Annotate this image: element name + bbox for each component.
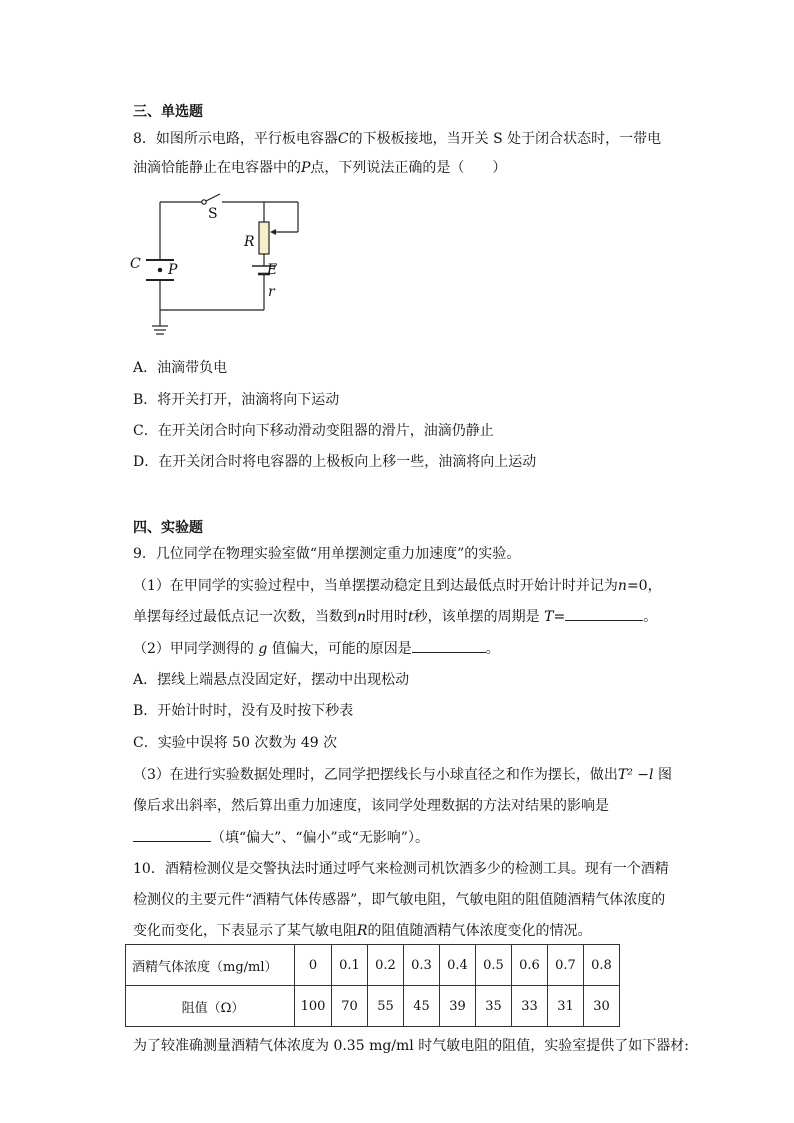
table-cell: 70 — [332, 986, 368, 1027]
table-cell: 39 — [440, 986, 476, 1027]
switch-contact — [202, 200, 206, 204]
table-cell: 0.3 — [404, 945, 440, 986]
table-cell: 0.2 — [368, 945, 404, 986]
label-R: R — [244, 234, 255, 250]
q8-stem-text: 点，下列说法正确的是（ ） — [310, 160, 507, 176]
q9-T2-l-symbol: T² −l — [617, 767, 654, 783]
q8-point-symbol: P — [301, 160, 311, 176]
q9-option-b: B．开始计时时，没有及时按下秒表 — [133, 703, 354, 719]
table-cell: 0.6 — [512, 945, 548, 986]
q9-text: （1）在甲同学的实验过程中，当单摆摆动稳定且到达最低点时开始计时并记为 — [133, 578, 618, 594]
rheostat-resistor — [259, 222, 269, 254]
label-S: S — [208, 206, 218, 222]
table-row-concentration — [126, 945, 620, 986]
q10-data-table — [125, 944, 620, 1027]
table-cell: 45 — [404, 986, 440, 1027]
q9-part3-line1 — [133, 765, 672, 785]
q10-line4: 为了较准确测量酒精气体浓度为 0.35 mg/ml 时气敏电阻的阻值，实验室提供了如下器材: — [133, 1038, 689, 1054]
q9-text: 秒，该单摆的周期是 — [413, 609, 540, 625]
table-cell: 0.8 — [584, 945, 620, 986]
q10-text: 变化而变化，下表显示了某气敏电阻 — [133, 923, 357, 939]
table-cell: 35 — [476, 986, 512, 1027]
table-cell: 30 — [584, 986, 620, 1027]
table-cell: 0 — [295, 945, 332, 986]
q10-line3 — [133, 921, 592, 941]
q9-g-symbol: g — [258, 641, 268, 657]
q9-n-symbol: n — [617, 578, 627, 594]
q9-text: = — [553, 609, 566, 625]
answer-blank-reason[interactable] — [412, 639, 486, 653]
q8-stem-line2 — [133, 158, 506, 178]
q8-option-a: A．油滴带负电 — [133, 360, 228, 376]
table-cell: 0.4 — [440, 945, 476, 986]
q9-text: 时用时 — [366, 609, 409, 625]
q9-part3-line2: 像后求出斜率，然后算出重力加速度，该同学处理数据的方法对结果的影响是 — [133, 798, 609, 814]
q9-text: 。 — [643, 609, 658, 625]
section-title-single-choice: 三、单选题 — [133, 104, 203, 120]
label-C: C — [130, 256, 141, 272]
q8-circuit-diagram — [128, 188, 308, 348]
table-cell: 0.7 — [548, 945, 584, 986]
q9-text: 单摆每经过最低点记一次数，当数到 — [133, 609, 357, 625]
q8-option-b: B．将开关打开，油滴将向下运动 — [133, 392, 340, 408]
oil-drop — [158, 268, 162, 272]
q9-T-symbol: T — [544, 609, 554, 625]
q9-text: =0， — [626, 578, 662, 594]
q9-part1-line1 — [133, 576, 662, 596]
label-r: r — [268, 284, 275, 300]
rheostat-slider-arrow — [270, 229, 276, 235]
q9-option-c: C．实验中误将 50 次数为 49 次 — [133, 735, 338, 751]
table-cell: 0.5 — [476, 945, 512, 986]
table-cell: 100 — [295, 986, 332, 1027]
q9-part1-line2 — [133, 607, 657, 627]
section-title-experiment: 四、实验题 — [133, 520, 203, 536]
q8-stem-text: 8．如图所示电路，平行板电容器 — [133, 131, 338, 147]
q9-n-symbol: n — [357, 609, 367, 625]
q10-line1: 10．酒精检测仪是交警执法时通过呼气来检测司机饮酒多少的检测工具。现有一个酒精 — [133, 861, 669, 877]
table-cell: 0.1 — [332, 945, 368, 986]
table-cell: 31 — [548, 986, 584, 1027]
q8-stem-text: 的下极板接地，当开关 S 处于闭合状态时，一带电 — [348, 131, 662, 147]
q8-stem-line1 — [133, 129, 661, 149]
q9-text: 值偏大，可能的原因是 — [271, 641, 412, 657]
q8-option-d: D．在开关闭合时将电容器的上极板向上移一些，油滴将向上运动 — [133, 454, 537, 470]
q10-R-symbol: R — [357, 923, 368, 939]
q9-t-symbol: t — [408, 609, 414, 625]
table-header-resistance: 阻值（Ω） — [126, 986, 295, 1027]
table-header-concentration: 酒精气体浓度（mg/ml） — [126, 945, 295, 986]
label-P: P — [168, 262, 178, 278]
q9-text: （3）在进行实验数据处理时，乙同学把摆线长与小球直径之和作为摆长，做出 — [133, 767, 618, 783]
answer-blank-period[interactable] — [565, 607, 643, 621]
label-E: E — [267, 262, 278, 278]
answer-blank-effect[interactable] — [133, 828, 211, 842]
q9-stem: 9．几位同学在物理实验室做“用单摆测定重力加速度”的实验。 — [133, 546, 521, 562]
q9-text: 。 — [485, 641, 500, 657]
q9-text: （填“偏大”、“偏小”或“无影响”）。 — [211, 830, 429, 846]
table-cell: 55 — [368, 986, 404, 1027]
q9-option-a: A．摆线上端悬点没固定好，摆动中出现松动 — [133, 672, 410, 688]
switch-blade — [206, 194, 220, 201]
table-row-resistance — [126, 986, 620, 1027]
q9-text: （2）甲同学测得的 — [133, 641, 254, 657]
q9-part2 — [133, 639, 500, 659]
table-cell: 33 — [512, 986, 548, 1027]
q10-line2: 检测仪的主要元件“酒精气体传感器”，即气敏电阻，气敏电阻的阻值随酒精气体浓度的 — [133, 892, 666, 908]
q8-option-c: C．在开关闭合时向下移动滑动变阻器的滑片，油滴仍静止 — [133, 423, 494, 439]
q9-part3-line3 — [133, 828, 429, 848]
q10-text: 的阻值随酒精气体浓度变化的情况。 — [367, 923, 592, 939]
q9-text: 图 — [657, 767, 672, 783]
q8-capacitor-symbol: C — [337, 131, 349, 147]
q8-stem-text: 油滴恰能静止在电容器中的 — [133, 160, 301, 176]
